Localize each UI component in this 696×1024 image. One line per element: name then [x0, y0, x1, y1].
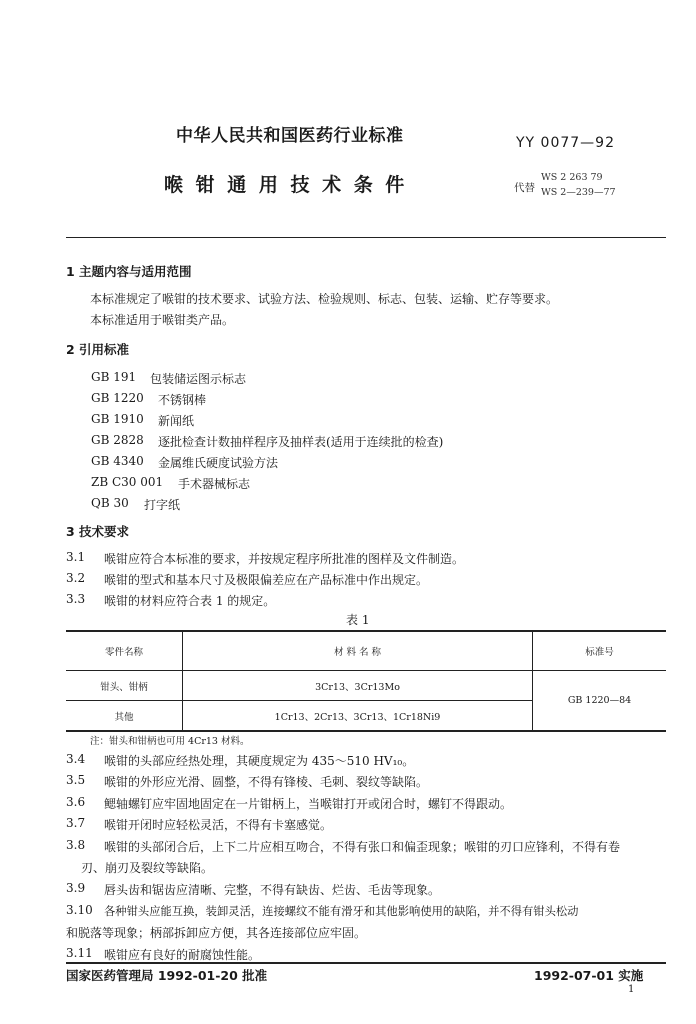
cell-material: 3Cr13、3Cr13Mo [183, 671, 533, 701]
cell-part: 钳头、钳柄 [66, 671, 183, 701]
section-1-para-2: 本标准适用于喉钳类产品。 [90, 313, 235, 327]
ref-code: QB 30 [91, 496, 129, 510]
replaces-label: 代替 [514, 182, 535, 194]
clause-text: 唇头齿和锯齿应清晰、完整，不得有缺齿、烂齿、毛齿等现象。 [104, 883, 441, 897]
section-2-heading: 2 引用标准 [66, 342, 130, 357]
clause-text: 喉钳应有良好的耐腐蚀性能。 [104, 948, 261, 962]
clause-number: 3.2 [66, 571, 86, 585]
clause-text-continued: 刃、崩刃及裂纹等缺陷。 [81, 861, 214, 875]
clause-number: 3.8 [66, 838, 86, 852]
footer-rule [66, 962, 666, 964]
header-part: 零件名称 [66, 631, 183, 671]
clause-text: 喉钳的外形应光滑、圆整，不得有锋棱、毛刺、裂纹等缺陷。 [104, 775, 429, 789]
clause-text-continued: 和脱落等现象；柄部拆卸应方便，其各连接部位应牢固。 [66, 926, 367, 940]
effective-date: 1992-07-01 实施 [534, 968, 644, 983]
section-1-heading: 1 主题内容与适用范围 [66, 264, 192, 279]
doc-title: 喉 钳 通 用 技 术 条 件 [164, 174, 408, 196]
clause-number: 3.5 [66, 773, 86, 787]
approval-line: 国家医药管理局 1992-01-20 批准 [66, 968, 268, 983]
ref-code: ZB C30 001 [91, 475, 164, 489]
table-note: 注：钳头和钳柄也可用 4Cr13 材料。 [90, 736, 250, 747]
ref-title: 手术器械标志 [178, 477, 251, 491]
ref-code: GB 191 [91, 370, 137, 384]
ref-title: 金属维氏硬度试验方法 [158, 456, 279, 470]
section-1-para-1: 本标准规定了喉钳的技术要求、试验方法、检验规则、标志、包装、运输、贮存等要求。 [90, 292, 559, 306]
ref-code: GB 2828 [91, 433, 144, 447]
clause-number: 3.11 [66, 946, 93, 960]
ref-title: 逐批检查计数抽样程序及抽样表(适用于连续批的检查) [158, 435, 444, 449]
ref-title: 不锈钢棒 [158, 393, 207, 407]
clause-text: 喉钳的材料应符合表 1 的规定。 [104, 594, 276, 608]
clause-text: 喉钳的头部闭合后，上下二片应相互吻合，不得有张口和偏歪现象；喉钳的刃口应锋利，不得有卷 [104, 840, 621, 854]
materials-table [66, 630, 666, 732]
header-standard: 标准号 [533, 631, 667, 671]
org-title: 中华人民共和国医药行业标准 [176, 126, 404, 146]
clause-text: 喉钳应符合本标准的要求，并按规定程序所批准的图样及文件制造。 [104, 552, 465, 566]
clause-number: 3.1 [66, 550, 86, 564]
clause-number: 3.4 [66, 752, 86, 766]
clause-number: 3.10 [66, 903, 93, 917]
header-rule [66, 237, 666, 238]
cell-part: 其他 [66, 701, 183, 732]
clause-number: 3.7 [66, 816, 86, 830]
clause-text: 各种钳头应能互换，装卸灵活，连接螺纹不能有滑牙和其他影响使用的缺陷，并不得有钳头松动 [104, 905, 579, 918]
ref-code: GB 1910 [91, 412, 144, 426]
replaces-std-1: WS 2 263 79 [541, 172, 603, 183]
table-row [66, 671, 666, 701]
cell-material: 1Cr13、2Cr13、3Cr13、1Cr18Ni9 [183, 701, 533, 732]
table-header-row [66, 631, 666, 671]
ref-title: 新闻纸 [158, 414, 195, 428]
clause-text: 喉钳的型式和基本尺寸及极限偏差应在产品标准中作出规定。 [104, 573, 429, 587]
clause-number: 3.3 [66, 592, 86, 606]
clause-number: 3.6 [66, 795, 86, 809]
table-caption: 表 1 [346, 613, 370, 627]
ref-code: GB 4340 [91, 454, 144, 468]
ref-title: 包装储运图示标志 [150, 372, 247, 386]
clause-text: 喉钳的头部应经热处理，其硬度规定为 435～510 HV₁₀。 [104, 754, 415, 768]
clause-number: 3.9 [66, 881, 86, 895]
clause-text: 喉钳开闭时应轻松灵活，不得有卡塞感觉。 [104, 818, 333, 832]
ref-code: GB 1220 [91, 391, 144, 405]
standard-number: YY 0077—92 [516, 135, 615, 151]
clause-text: 鳃轴螺钉应牢固地固定在一片钳柄上，当喉钳打开或闭合时，螺钉不得跟动。 [104, 797, 513, 811]
ref-title: 打字纸 [144, 498, 181, 512]
section-3-heading: 3 技术要求 [66, 524, 130, 539]
cell-standard: GB 1220—84 [533, 671, 667, 732]
header-material: 材 料 名 称 [183, 631, 533, 671]
page-number: 1 [628, 984, 635, 995]
replaces-std-2: WS 2—239—77 [541, 187, 616, 198]
